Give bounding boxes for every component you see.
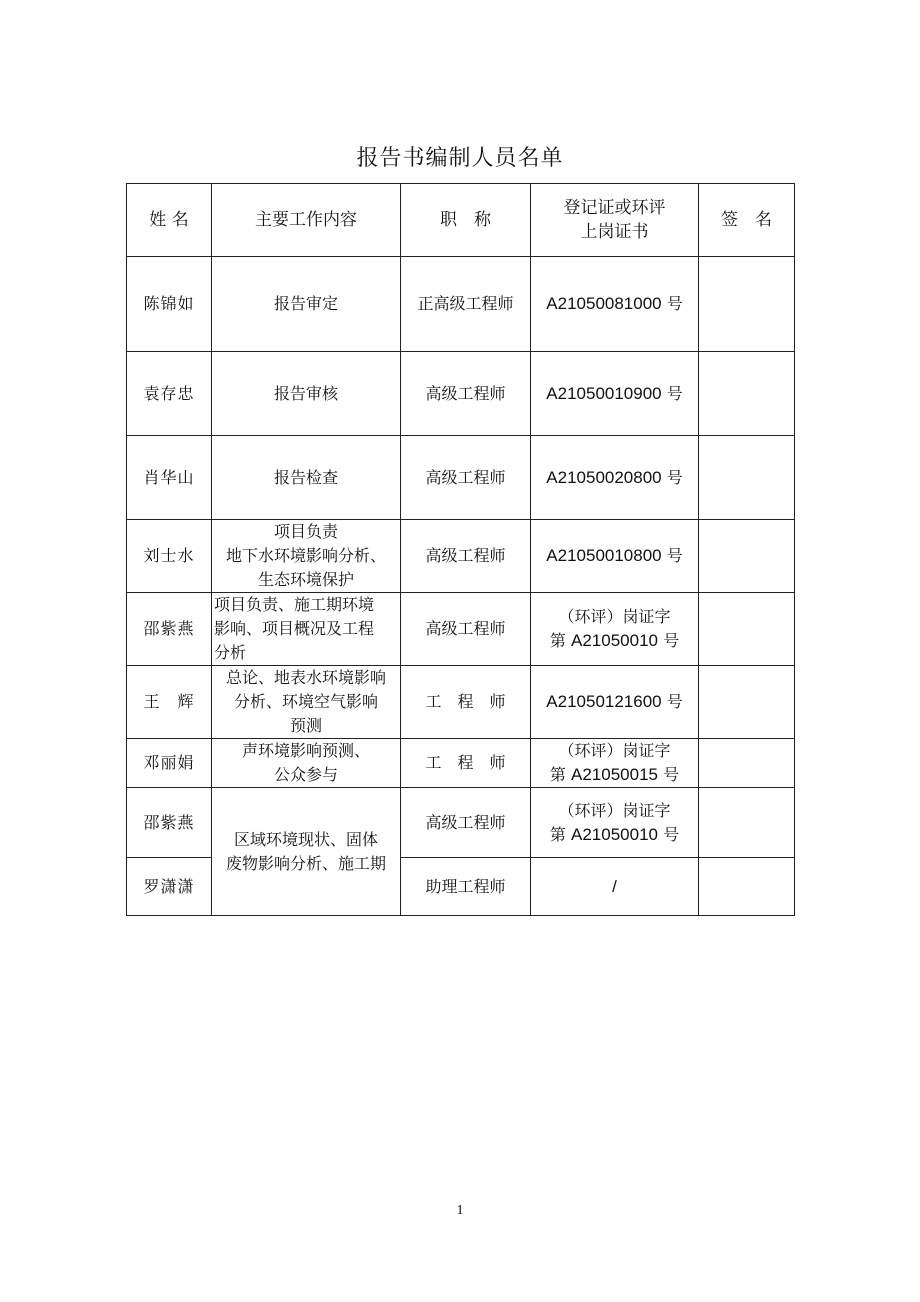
job-title: 高级工程师 xyxy=(401,352,531,436)
header-signature: 签 名 xyxy=(699,184,795,257)
staff-table xyxy=(126,183,795,916)
work-line: 分析 xyxy=(214,643,247,662)
signature-cell xyxy=(699,257,795,352)
job-title: 高级工程师 xyxy=(401,593,531,666)
certificate xyxy=(531,666,699,739)
certificate-line2 xyxy=(533,629,696,653)
signature-cell xyxy=(699,520,795,593)
page-title: 报告书编制人员名单 xyxy=(356,146,564,171)
work-line: 项目负责、施工期环境 xyxy=(214,595,375,614)
work-content xyxy=(212,352,401,436)
certificate xyxy=(531,257,699,352)
certificate-prefix: 第 xyxy=(549,631,571,650)
job-title: 高级工程师 xyxy=(401,436,531,520)
staff-name: 陈锦如 xyxy=(127,257,212,352)
staff-name: 邵紫燕 xyxy=(127,593,212,666)
job-title: 高级工程师 xyxy=(401,520,531,593)
signature-cell xyxy=(699,739,795,788)
table-row xyxy=(127,788,795,858)
certificate-type: （环评）岗证字 xyxy=(558,800,671,820)
signature-cell xyxy=(699,436,795,520)
certificate xyxy=(531,520,699,593)
table-row xyxy=(127,352,795,436)
certificate-prefix: 第 xyxy=(549,824,571,844)
staff-name: 刘士水 xyxy=(127,520,212,593)
work-line: 生态环境保护 xyxy=(257,570,354,589)
certificate-type: （环评）岗证字 xyxy=(558,607,671,626)
staff-name: 王 辉 xyxy=(127,666,212,739)
job-title: 正高级工程师 xyxy=(401,257,531,352)
work-content xyxy=(212,436,401,520)
work-line: 公众参与 xyxy=(273,765,338,784)
header-certificate-line1: 登记证或环评 xyxy=(563,198,666,218)
certificate-number: A21050010900 xyxy=(546,383,662,403)
certificate-suffix: 号 xyxy=(661,546,683,565)
work-line: 分析、环境空气影响 xyxy=(233,692,378,711)
job-title: 高级工程师 xyxy=(401,788,531,858)
signature-cell xyxy=(699,352,795,436)
work-line: 废物影响分析、施工期 xyxy=(225,853,386,873)
certificate-suffix: 号 xyxy=(661,294,683,313)
certificate xyxy=(531,788,699,858)
certificate-number: / xyxy=(612,876,617,896)
header-certificate xyxy=(531,184,699,257)
work-content xyxy=(212,788,401,916)
header-certificate-line2: 上岗证书 xyxy=(580,222,649,242)
page-number: 1 xyxy=(456,1203,464,1218)
certificate xyxy=(531,436,699,520)
work-content xyxy=(212,257,401,352)
work-line: 报告审核 xyxy=(273,383,338,403)
certificate-suffix: 号 xyxy=(657,824,680,844)
certificate-suffix: 号 xyxy=(661,467,683,487)
work-line: 区域环境现状、固体 xyxy=(233,829,378,849)
certificate-number: A21050015 xyxy=(571,765,658,784)
work-line: 项目负责 xyxy=(273,522,338,541)
signature-cell xyxy=(699,593,795,666)
table-row xyxy=(127,739,795,788)
certificate-line2 xyxy=(533,763,696,787)
certificate xyxy=(531,352,699,436)
work-line: 报告审定 xyxy=(273,294,338,313)
table-row xyxy=(127,593,795,666)
work-line: 影响、项目概况及工程 xyxy=(214,619,375,638)
certificate-type: （环评）岗证字 xyxy=(558,741,671,760)
certificate-line2 xyxy=(533,823,696,847)
certificate-number: A21050010 xyxy=(571,631,658,650)
certificate xyxy=(531,739,699,788)
certificate-number: A21050010800 xyxy=(546,546,662,565)
staff-name: 罗潇潇 xyxy=(127,858,212,916)
certificate-number: A21050010 xyxy=(571,824,658,844)
signature-cell xyxy=(699,858,795,916)
certificate-suffix: 号 xyxy=(661,692,683,711)
staff-name: 肖华山 xyxy=(127,436,212,520)
job-title: 工 程 师 xyxy=(401,739,531,788)
certificate xyxy=(531,593,699,666)
certificate-number: A21050081000 xyxy=(546,294,662,313)
work-line: 声环境影响预测、 xyxy=(241,741,370,760)
staff-name: 邵紫燕 xyxy=(127,788,212,858)
staff-name: 袁存忠 xyxy=(127,352,212,436)
certificate-suffix: 号 xyxy=(661,383,683,403)
table-row xyxy=(127,666,795,739)
signature-cell xyxy=(699,666,795,739)
work-content xyxy=(212,520,401,593)
certificate xyxy=(531,858,699,916)
certificate-suffix: 号 xyxy=(657,765,680,784)
work-content xyxy=(212,739,401,788)
header-position: 职 称 xyxy=(401,184,531,257)
certificate-number: A21050121600 xyxy=(546,692,662,711)
work-line: 预测 xyxy=(289,716,322,735)
work-content xyxy=(212,666,401,739)
certificate-number: A21050020800 xyxy=(546,467,662,487)
work-line: 报告检查 xyxy=(273,467,338,487)
table-row xyxy=(127,257,795,352)
header-name: 姓 名 xyxy=(127,184,212,257)
table-header-row xyxy=(127,184,795,257)
header-work: 主要工作内容 xyxy=(212,184,401,257)
work-line: 总论、地表水环境影响 xyxy=(225,668,386,687)
signature-cell xyxy=(699,788,795,858)
table-row xyxy=(127,520,795,593)
table-row xyxy=(127,436,795,520)
certificate-suffix: 号 xyxy=(657,631,680,650)
job-title: 助理工程师 xyxy=(401,858,531,916)
job-title: 工 程 师 xyxy=(401,666,531,739)
work-content xyxy=(212,593,401,666)
staff-name: 邓丽娟 xyxy=(127,739,212,788)
certificate-prefix: 第 xyxy=(549,765,571,784)
work-line: 地下水环境影响分析、 xyxy=(225,546,386,565)
